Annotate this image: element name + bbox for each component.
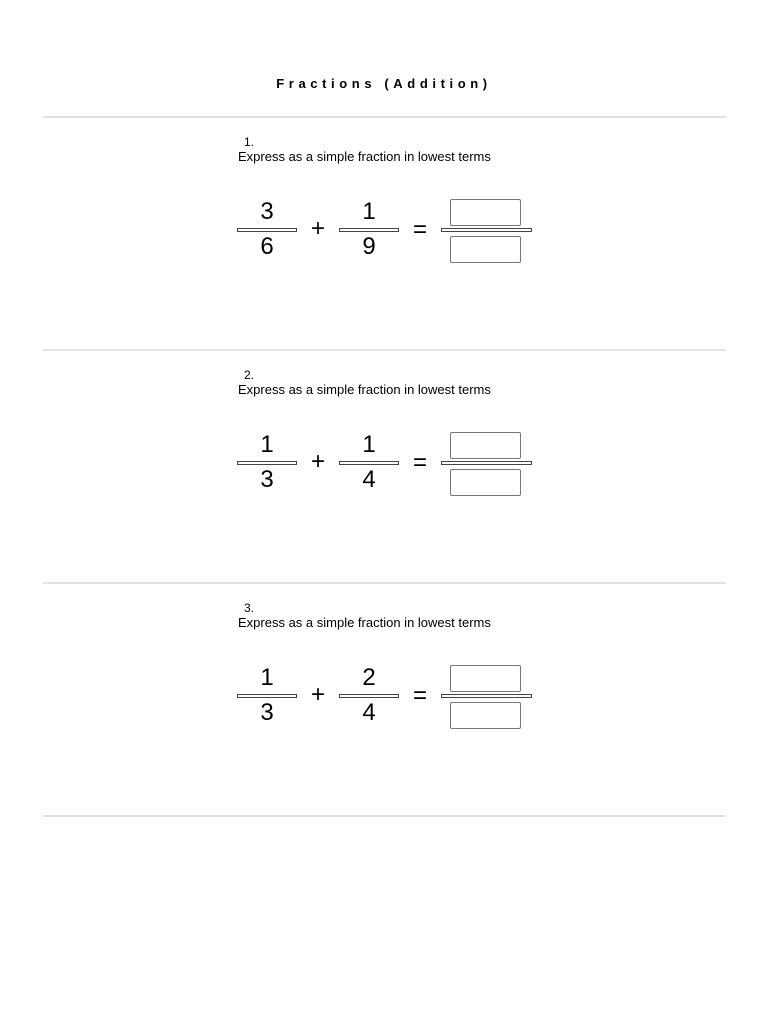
- numerator: 1: [362, 431, 376, 458]
- denominator: 9: [362, 233, 376, 260]
- question-number: 3.: [244, 601, 255, 615]
- answer-numerator-input[interactable]: [450, 199, 521, 226]
- answer-denominator-input[interactable]: [450, 469, 521, 496]
- equals-sign: =: [412, 682, 427, 709]
- answer-fraction-bar: [441, 461, 532, 465]
- plus-operator: +: [310, 681, 325, 708]
- question-number: 1.: [244, 135, 255, 149]
- question-instruction: Express as a simple fraction in lowest terms: [238, 382, 491, 397]
- page-title: Fractions (Addition): [276, 76, 492, 91]
- fraction-bar: [237, 694, 297, 698]
- numerator: 3: [260, 198, 274, 225]
- answer-denominator-input[interactable]: [450, 236, 521, 263]
- equals-sign: =: [412, 449, 427, 476]
- fraction-bar: [339, 228, 399, 232]
- answer-denominator-input[interactable]: [450, 702, 521, 729]
- problem-3: [0, 584, 768, 818]
- fraction-bar: [237, 228, 297, 232]
- answer-numerator-input[interactable]: [450, 432, 521, 459]
- plus-operator: +: [310, 215, 325, 242]
- section-divider: [43, 815, 726, 817]
- numerator: 1: [260, 664, 274, 691]
- numerator: 1: [362, 198, 376, 225]
- fraction-bar: [339, 694, 399, 698]
- fraction-bar: [339, 461, 399, 465]
- denominator: 3: [260, 466, 274, 493]
- plus-operator: +: [310, 448, 325, 475]
- numerator: 1: [260, 431, 274, 458]
- numerator: 2: [362, 664, 376, 691]
- problem-1: [0, 118, 768, 352]
- answer-fraction-bar: [441, 694, 532, 698]
- problem-2: [0, 351, 768, 585]
- question-instruction: Express as a simple fraction in lowest terms: [238, 149, 491, 164]
- answer-numerator-input[interactable]: [450, 665, 521, 692]
- fraction-bar: [237, 461, 297, 465]
- denominator: 3: [260, 699, 274, 726]
- question-number: 2.: [244, 368, 255, 382]
- denominator: 4: [362, 699, 376, 726]
- equals-sign: =: [412, 216, 427, 243]
- denominator: 6: [260, 233, 274, 260]
- denominator: 4: [362, 466, 376, 493]
- question-instruction: Express as a simple fraction in lowest terms: [238, 615, 491, 630]
- answer-fraction-bar: [441, 228, 532, 232]
